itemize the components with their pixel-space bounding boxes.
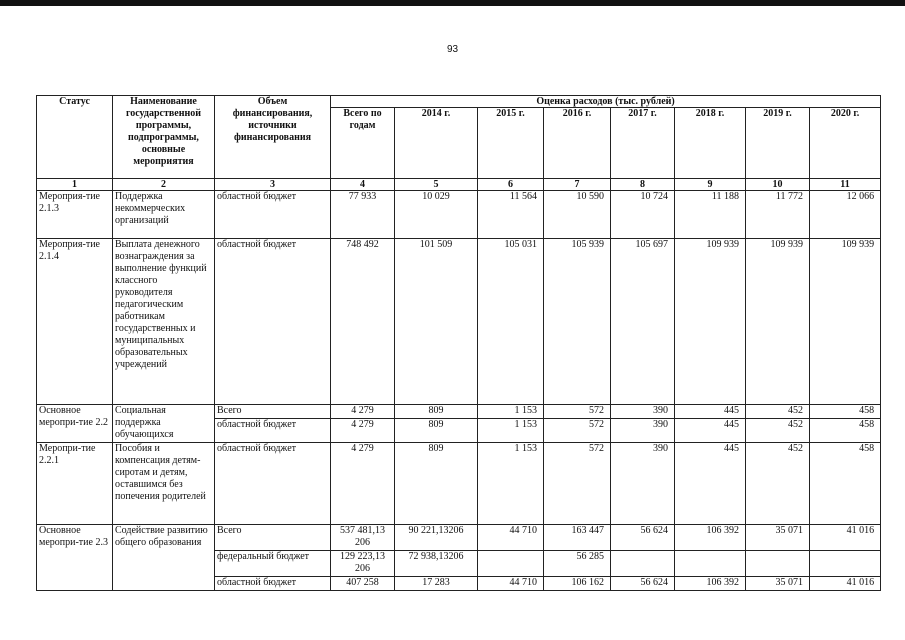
row-value: 1 153 bbox=[478, 443, 544, 525]
row-value: 56 624 bbox=[611, 525, 675, 551]
column-number: 5 bbox=[395, 179, 478, 191]
row-value: 1 153 bbox=[478, 419, 544, 443]
table-row bbox=[37, 239, 881, 405]
budget-table bbox=[36, 95, 881, 591]
row-value bbox=[810, 551, 881, 577]
row-value: 56 624 bbox=[611, 577, 675, 591]
row-value: 458 bbox=[810, 405, 881, 419]
row-value: 11 772 bbox=[746, 191, 810, 239]
column-number: 10 bbox=[746, 179, 810, 191]
row-name: Пособия и компенсация детям-сиротам и детям, оставшимся без попечения родителей bbox=[113, 443, 215, 525]
row-value: 77 933 bbox=[331, 191, 395, 239]
row-value: 44 710 bbox=[478, 525, 544, 551]
row-value: 129 223,13 206 bbox=[331, 551, 395, 577]
header-year: 2018 г. bbox=[675, 108, 746, 179]
row-value bbox=[478, 551, 544, 577]
row-value: 105 031 bbox=[478, 239, 544, 405]
row-value: 106 392 bbox=[675, 577, 746, 591]
row-value: 809 bbox=[395, 405, 478, 419]
row-value: 4 279 bbox=[331, 443, 395, 525]
header-status: Статус bbox=[37, 96, 113, 179]
row-value: 458 bbox=[810, 443, 881, 525]
row-value: 163 447 bbox=[544, 525, 611, 551]
row-value: 101 509 bbox=[395, 239, 478, 405]
row-value: 106 392 bbox=[675, 525, 746, 551]
header-estimate: Оценка расходов (тыс. рублей) bbox=[331, 96, 881, 108]
row-value: 537 481,13 206 bbox=[331, 525, 395, 551]
row-value: 458 bbox=[810, 419, 881, 443]
top-border bbox=[0, 0, 905, 6]
row-value: 10 590 bbox=[544, 191, 611, 239]
header-volume: Объем финансирования, источники финансирования bbox=[215, 96, 331, 179]
row-value: 445 bbox=[675, 405, 746, 419]
row-source: областной бюджет bbox=[215, 577, 331, 591]
row-value: 105 939 bbox=[544, 239, 611, 405]
row-value: 10 724 bbox=[611, 191, 675, 239]
row-value bbox=[675, 551, 746, 577]
row-value: 109 939 bbox=[675, 239, 746, 405]
row-value: 56 285 bbox=[544, 551, 611, 577]
row-value: 452 bbox=[746, 419, 810, 443]
row-value: 109 939 bbox=[810, 239, 881, 405]
row-value: 390 bbox=[611, 405, 675, 419]
row-value: 41 016 bbox=[810, 577, 881, 591]
row-value: 10 029 bbox=[395, 191, 478, 239]
row-value: 72 938,13206 bbox=[395, 551, 478, 577]
header-year: 2014 г. bbox=[395, 108, 478, 179]
header-year: 2020 г. bbox=[810, 108, 881, 179]
row-value: 572 bbox=[544, 443, 611, 525]
row-value: 572 bbox=[544, 419, 611, 443]
row-value: 90 221,13206 bbox=[395, 525, 478, 551]
header-year: 2017 г. bbox=[611, 108, 675, 179]
row-source: областной бюджет bbox=[215, 191, 331, 239]
row-name: Социальная поддержка обучающихся bbox=[113, 405, 215, 443]
row-value: 1 153 bbox=[478, 405, 544, 419]
row-source: областной бюджет bbox=[215, 419, 331, 443]
row-value: 105 697 bbox=[611, 239, 675, 405]
row-value: 11 564 bbox=[478, 191, 544, 239]
column-number: 7 bbox=[544, 179, 611, 191]
header-total: Всего по годам bbox=[331, 108, 395, 179]
column-number: 11 bbox=[810, 179, 881, 191]
row-source: областной бюджет bbox=[215, 239, 331, 405]
row-value: 11 188 bbox=[675, 191, 746, 239]
table-row bbox=[37, 405, 881, 419]
row-name: Содействие развитию общего образования bbox=[113, 525, 215, 591]
row-value: 17 283 bbox=[395, 577, 478, 591]
column-number: 8 bbox=[611, 179, 675, 191]
row-source: областной бюджет bbox=[215, 443, 331, 525]
column-number: 9 bbox=[675, 179, 746, 191]
row-value: 809 bbox=[395, 443, 478, 525]
column-number: 3 bbox=[215, 179, 331, 191]
row-value: 452 bbox=[746, 405, 810, 419]
table-row bbox=[37, 191, 881, 239]
row-status: Основное меропри-тие 2.3 bbox=[37, 525, 113, 591]
row-status: Мероприя-тие 2.1.4 bbox=[37, 239, 113, 405]
column-number: 6 bbox=[478, 179, 544, 191]
row-status: Мероприя-тие 2.1.3 bbox=[37, 191, 113, 239]
header-name: Наименование государственной программы, подпрограммы, основные мероприятия bbox=[113, 96, 215, 179]
row-value: 809 bbox=[395, 419, 478, 443]
header-year: 2015 г. bbox=[478, 108, 544, 179]
row-name: Поддержка некоммерческих организаций bbox=[113, 191, 215, 239]
row-value: 44 710 bbox=[478, 577, 544, 591]
row-status: Меропри-тие 2.2.1 bbox=[37, 443, 113, 525]
row-name: Выплата денежного вознаграждения за выполнение функций классного руководителя педагогическим работникам государственных и муниципальных образовательных учреждений bbox=[113, 239, 215, 405]
table-row bbox=[37, 525, 881, 551]
row-value: 748 492 bbox=[331, 239, 395, 405]
page-number: 93 bbox=[446, 44, 459, 55]
row-value: 35 071 bbox=[746, 525, 810, 551]
row-source: Всего bbox=[215, 405, 331, 419]
row-value: 572 bbox=[544, 405, 611, 419]
row-value: 407 258 bbox=[331, 577, 395, 591]
column-number: 4 bbox=[331, 179, 395, 191]
column-numbers-row bbox=[37, 179, 881, 191]
row-value: 452 bbox=[746, 443, 810, 525]
row-value: 390 bbox=[611, 443, 675, 525]
column-number: 2 bbox=[113, 179, 215, 191]
table-row bbox=[37, 443, 881, 525]
row-value: 109 939 bbox=[746, 239, 810, 405]
row-value bbox=[746, 551, 810, 577]
row-value: 12 066 bbox=[810, 191, 881, 239]
row-value: 445 bbox=[675, 419, 746, 443]
header-year: 2019 г. bbox=[746, 108, 810, 179]
row-value bbox=[611, 551, 675, 577]
row-value: 4 279 bbox=[331, 419, 395, 443]
row-value: 35 071 bbox=[746, 577, 810, 591]
row-value: 445 bbox=[675, 443, 746, 525]
row-source: федеральный бюджет bbox=[215, 551, 331, 577]
row-value: 106 162 bbox=[544, 577, 611, 591]
row-status: Основное меропри-тие 2.2 bbox=[37, 405, 113, 443]
column-number: 1 bbox=[37, 179, 113, 191]
row-value: 4 279 bbox=[331, 405, 395, 419]
header-year: 2016 г. bbox=[544, 108, 611, 179]
header-row-1 bbox=[37, 96, 881, 108]
row-source: Всего bbox=[215, 525, 331, 551]
row-value: 390 bbox=[611, 419, 675, 443]
row-value: 41 016 bbox=[810, 525, 881, 551]
